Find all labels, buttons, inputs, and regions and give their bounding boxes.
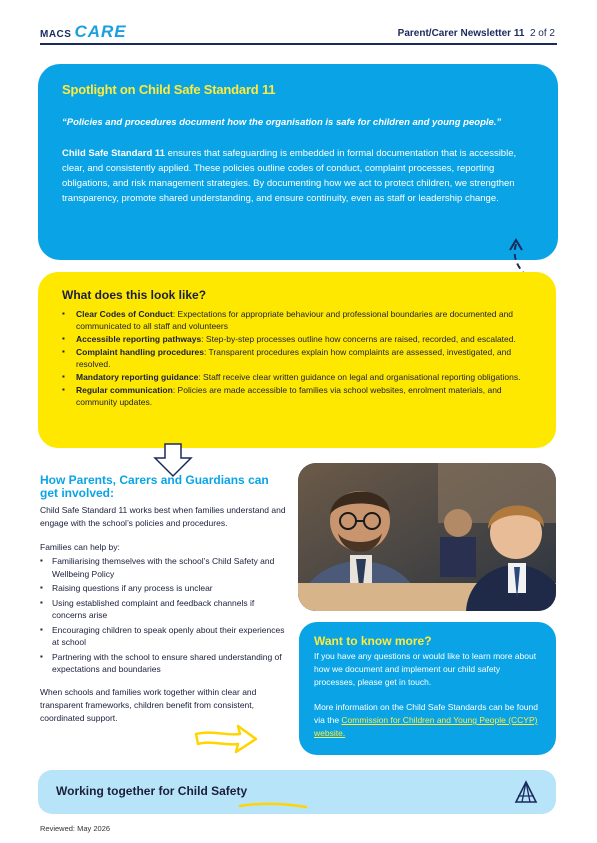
parents-help-label: Families can help by: [40, 542, 120, 552]
page-header [0, 0, 597, 48]
what-does-this-look-like-panel [38, 272, 556, 448]
footer-tagline [56, 784, 247, 798]
spotlight-lead: Child Safe Standard 11 [62, 148, 165, 159]
newsletter-name: Parent/Carer Newsletter 11 [397, 28, 525, 39]
parents-title: How Parents, Carers and Guardians can get involved: [40, 473, 269, 500]
parents-list [40, 555, 288, 676]
classroom-photo [298, 463, 556, 611]
reviewed-date: Reviewed: May 2026 [40, 824, 111, 833]
know-more-title: Want to know more? [314, 634, 432, 648]
know-more-info [314, 701, 541, 740]
item-text: : Transparent procedures explain how complaints are assessed, investigated, and resolved. [76, 347, 512, 369]
list-item [62, 333, 532, 345]
know-more-text: If you have any questions or would like to learn more about how we document and implement our child safety processes, please get in touch. [314, 651, 537, 687]
list-item [62, 346, 532, 370]
footer-bar [38, 770, 556, 814]
item-label: Accessible reporting pathways [76, 334, 202, 344]
ccyp-website-link[interactable]: Commission for Children and Young People (CCYP) website. [314, 715, 538, 738]
spotlight-panel [38, 64, 558, 260]
item-label: Regular communication [76, 385, 173, 395]
logo-macs-text: MACS [40, 29, 72, 40]
list-item [62, 384, 532, 408]
parents-intro: Child Safe Standard 11 works best when families understand and engage with the school’s policies and procedures. [40, 505, 286, 528]
list-item: ▪ Using established complaint and feedback channels if concerns arise [40, 597, 288, 622]
spotlight-body [62, 146, 534, 206]
page-number: 2 of 2 [529, 28, 555, 39]
what-title: What does this look like? [62, 288, 207, 302]
item-text: : Step-by-step processes outline how concerns are raised, recorded, and escalated. [201, 334, 516, 344]
macs-care-logo [40, 22, 127, 42]
list-item: ▪ Familiarising themselves with the school’s Child Safety and Wellbeing Policy [40, 555, 288, 580]
list-item [62, 371, 532, 383]
footer-tagline-prefix: Working together for [56, 784, 178, 798]
yellow-underline-swoosh-icon [238, 801, 308, 809]
footer-tagline-emph: Child Safety [177, 784, 248, 798]
newsletter-title [398, 28, 555, 39]
spotlight-quote: “Policies and procedures document how the organisation is safe for children and young people.” [62, 117, 502, 128]
logo-care-text: CARE [74, 22, 127, 41]
item-label: Complaint handling procedures [76, 347, 204, 357]
item-label: Clear Codes of Conduct [76, 309, 173, 319]
tent-logo-icon [514, 780, 538, 804]
item-text: : Expectations for appropriate behaviour and professional boundaries are documented and communicated to all staff and volunteers [76, 309, 514, 331]
parents-outro: When schools and families work together within clear and transparent frameworks, children benefit from consistent, coordinated support. [40, 686, 257, 723]
item-text: : Staff receive clear written guidance on legal and organisational reporting obligations. [198, 372, 521, 382]
list-item: ▪ Encouraging children to speak openly about their experiences at school [40, 624, 288, 649]
list-item: ▪ Partnering with the school to ensure shared understanding of expectations and boundaries [40, 651, 288, 676]
classroom-photo-illustration [298, 463, 556, 611]
item-label: Mandatory reporting guidance [76, 372, 199, 382]
list-item: ▪ Raising questions if any process is unclear [40, 582, 288, 595]
item-text: : Policies are made accessible to families via school websites, enrolment materials, and community updates. [76, 385, 502, 407]
right-arrow-icon [192, 722, 260, 756]
spotlight-title: Spotlight on Child Safe Standard 11 [62, 82, 276, 97]
spotlight-body-text: ensures that safeguarding is embedded in formal documentation that is accessible, clear, and consistently applied. These policies outline codes of conduct, complaint processes, reporting obligations, and risk management strategies. By documenting how we act to protect children, we strengthen transparency, promote shared understanding, and ensure continuity, even as staff or leadership change. [62, 148, 517, 204]
list-item [62, 308, 532, 332]
know-more-info-text: More information on the Child Safe Standards can be found via the [314, 702, 538, 725]
header-divider [40, 43, 557, 45]
want-to-know-more-panel [299, 622, 556, 755]
parents-involvement-section [40, 474, 288, 725]
what-list [62, 308, 532, 408]
